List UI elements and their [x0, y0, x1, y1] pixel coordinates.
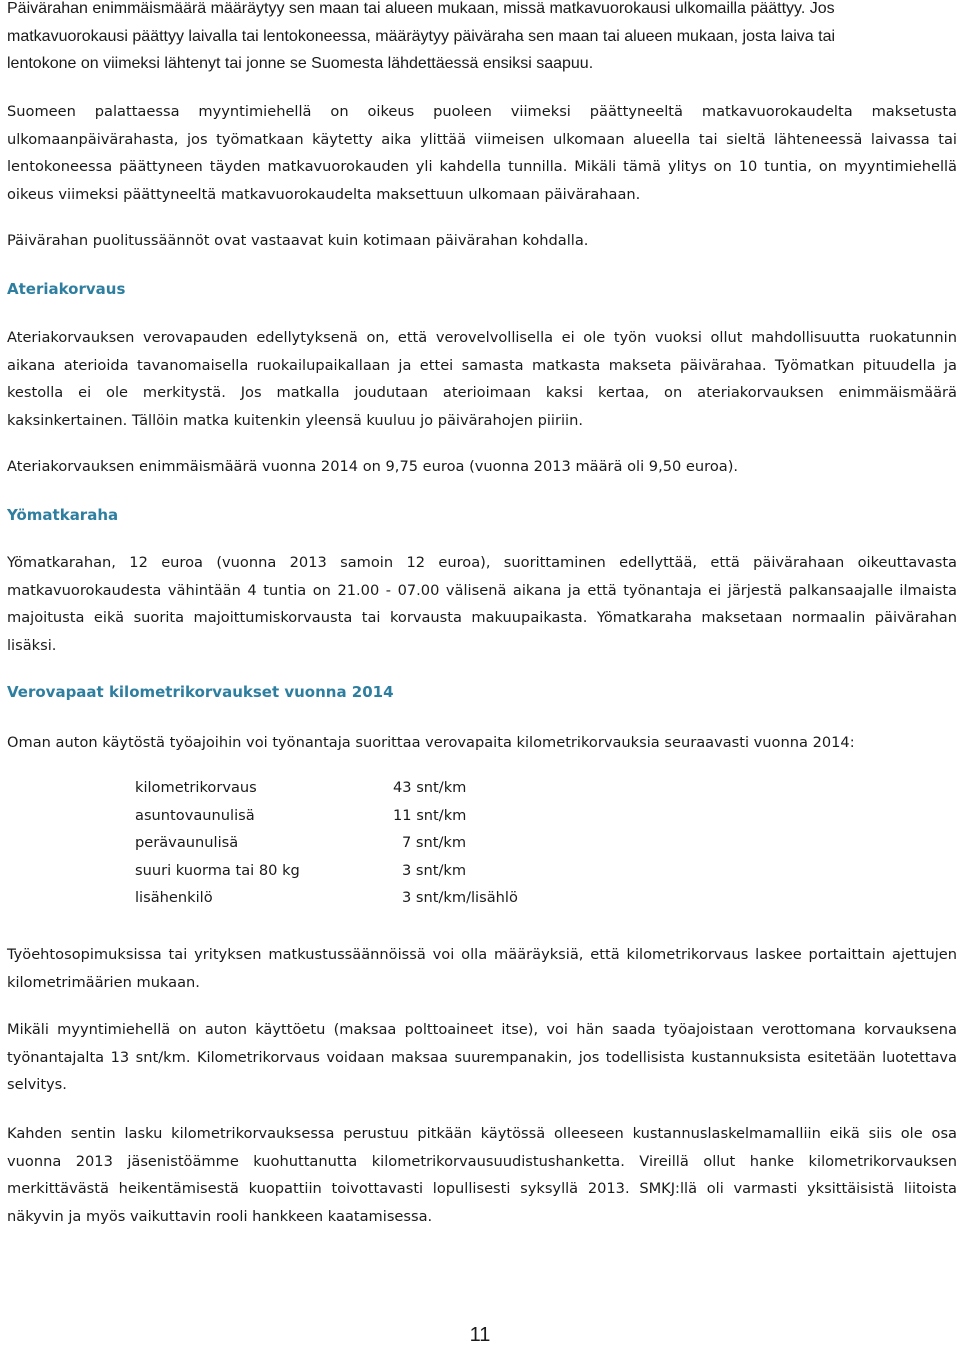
mileage-stepped-paragraph: Työehtosopimuksissa tai yrityksen matkustussäännöissä voi olla määräyksiä, että kilometrikorvaus laskee portaittain ajettujen kilometrimäärien mukaan.: [7, 946, 957, 991]
rate-row: [7, 774, 707, 802]
car-benefit-paragraph: Mikäli myyntimiehellä on auton käyttöetu (maksaa polttoaineet itse), voi hän saada työajoistaan verottomana korvauksena työnantajalta 13 snt/km. Kilometrikorvaus voidaan maksaa suurempanakin, jos todellisista kustannuksista esitetään luotettava selvitys.: [7, 1021, 957, 1094]
rate-value: 7 snt/km: [402, 834, 467, 852]
rate-value: 3 snt/km: [402, 861, 467, 879]
rate-name: kilometrikorvaus: [135, 779, 257, 796]
meal-allowance-paragraph: Ateriakorvauksen verovapauden edellytyksenä on, että verovelvollisella ei ole työn vuoksi ollut mahdollisuutta ruokatunnin aikana aterioida tavanomaisella ruokailupaikallaan ja ettei samasta matkasta makseta päivärahaa. Työmatkan pituudella ja kestolla ei ole merkitystä. Jos matkalla joudutaan aterioimaan kaksi kertaa, on ateriakorvauksen enimmäismäärä kaksinkertainen. Tällöin matka kuitenkin yleensä kuuluu jo päivärahojen piiriin.: [7, 329, 957, 429]
rate-row: [7, 802, 707, 830]
night-allowance-paragraph: Yömatkarahan, 12 euroa (vuonna 2013 samoin 12 euroa), suorittaminen edellyttää, että päivärahaan oikeuttavasta matkavuorokaudesta vähintään 4 tuntia on 21.00 - 07.00 välisenä aikana ja että työnantaja ei järjestä palkansaajalle ilmaista majoitusta eikä suorita majoittumiskorvausta tai korvausta makuupaikasta. Yömatkaraha maksetaan normaalin päivärahan lisäksi.: [7, 554, 957, 654]
intro-line-3: lentokone on viimeksi lähtenyt tai jonne se Suomesta lähdettäessä ensiksi saapuu.: [7, 55, 594, 72]
rate-row: [7, 857, 707, 885]
mileage-rates-table: [7, 774, 707, 912]
rate-value: 43 snt/km: [393, 779, 467, 796]
mileage-intro-paragraph: Oman auton käytöstä työajoihin voi työnantaja suorittaa verovapaita kilometrikorvauksia seuraavasti vuonna 2014:: [7, 734, 855, 751]
mileage-heading: Verovapaat kilometrikorvaukset vuonna 2014: [7, 683, 394, 701]
intro-line-1: Päivärahan enimmäismäärä määräytyy sen maan tai alueen mukaan, missä matkavuorokausi ulkomailla päättyy. Jos: [7, 0, 835, 17]
intro-paragraph: [7, 0, 959, 78]
rate-name: lisähenkilö: [135, 889, 213, 907]
rate-name: suuri kuorma tai 80 kg: [135, 861, 300, 879]
rate-name: asuntovaunulisä: [135, 806, 255, 824]
meal-allowance-amount-paragraph: Ateriakorvauksen enimmäismäärä vuonna 2014 on 9,75 euroa (vuonna 2013 määrä oli 9,50 euroa).: [7, 458, 739, 475]
rate-value: 11 snt/km: [393, 806, 467, 824]
night-allowance-heading: Yömatkaraha: [7, 506, 119, 524]
reduction-paragraph: Kahden sentin lasku kilometrikorvauksessa perustuu pitkään käytössä olleeseen kustannuslaskelmamalliin eikä siis ole osa vuonna 2013 jäsenistöämme kuohuttanutta kilometrikorvausuudistushanketta. Vireillä ollut hanke kilometrikorvauksen merkittävästä heikentämisestä kuopattiin toivottavasti lopullisesti syksyllä 2013. SMKJ:llä oli varmasti yksittäisistä liitoista näkyvin ja myös vaikuttavin rooli hankkeen kaatamisessa.: [7, 1125, 957, 1225]
rate-name: perävaunulisä: [135, 834, 239, 852]
rate-row: [7, 829, 707, 857]
meal-allowance-heading: Ateriakorvaus: [7, 280, 126, 298]
page-number: 11: [469, 1324, 491, 1346]
rate-value: 3 snt/km/lisählö: [402, 889, 518, 907]
intro-line-2: matkavuorokausi päättyy laivalla tai lentokoneessa, määräytyy päiväraha sen maan tai alueen mukaan, josta laiva tai: [7, 27, 836, 45]
halving-rules-paragraph: Päivärahan puolitussäännöt ovat vastaavat kuin kotimaan päivärahan kohdalla.: [7, 232, 589, 249]
rate-row: [7, 884, 707, 912]
return-paragraph: Suomeen palattaessa myyntimiehellä on oikeus puoleen viimeksi päättyneeltä matkavuorokaudelta maksetusta ulkomaanpäivärahasta, jos työmatkaan käytetty aika ylittää viimeisen ulkomaan alueella tai sieltä lähteneessä laivassa tai lentokoneessa päättyneen täyden matkavuorokauden yli kahdella tunnilla. Mikäli tämä ylitys on 10 tuntia, on myyntimiehellä oikeus viimeksi päättyneeltä matkavuorokaudelta maksettuun ulkomaan päivärahaan.: [7, 103, 957, 203]
